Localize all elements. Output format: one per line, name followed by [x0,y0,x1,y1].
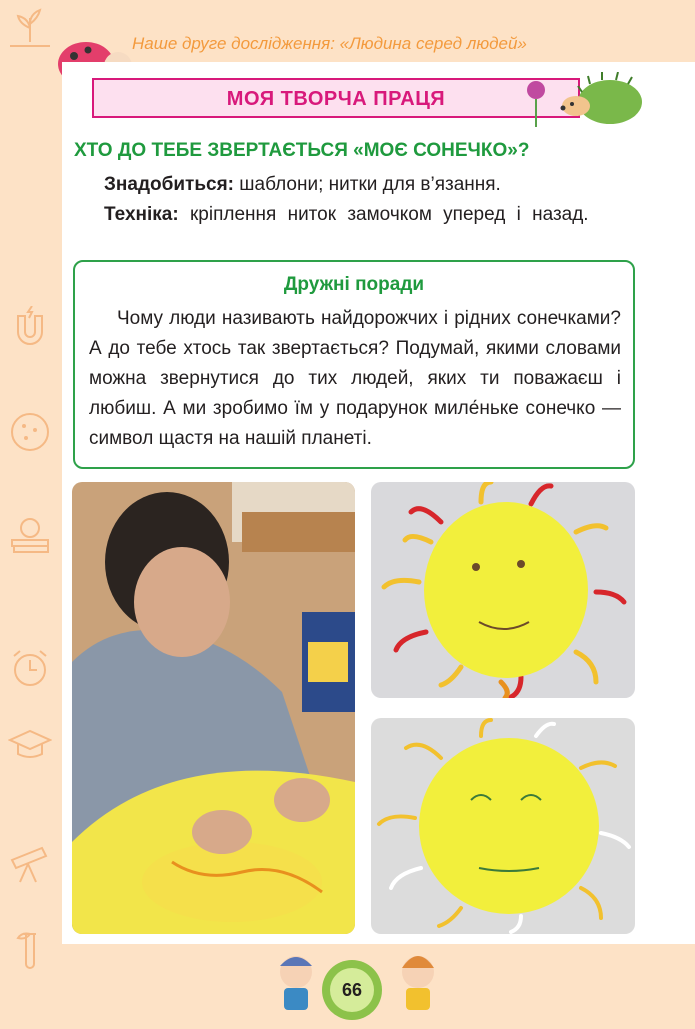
photo-sun-white-yarn [371,718,635,934]
apple-books-icon [8,512,52,556]
photo-sun-red-yarn [371,482,635,698]
question-heading: ХТО ДО ТЕБЕ ЗВЕРТАЄТЬСЯ «МОЄ СОНЕЧКО»? [74,140,530,161]
hedgehog-flower-icon [520,72,650,132]
tips-box [73,260,635,469]
telescope-icon [8,840,52,884]
left-sidebar [0,0,62,1029]
materials-text: шаблони; нитки для в’язання. [239,174,501,195]
technique-label: Техніка: [104,204,179,225]
alarm-clock-icon [8,646,52,690]
technique-text: кріплення ниток замочком уперед і назад. [189,204,589,225]
section-banner [92,78,580,118]
header-title: Наше друге дослідження: «Людина серед людей» [132,34,527,53]
cookie-icon [8,410,52,454]
tips-text: Чому люди називають найдорожчих і рідних сонечками? А до тебе хтось так звертається? Подумай, якими словами можна звернутися до тих людей, яких ти поважаєш і любиш. А ми зробимо їм у подарунок миле́ньке сонечко — символ щастя на нашій планеті. [89,308,621,449]
test-tube-icon [8,930,52,974]
banner-title: МОЯ ТВОРЧА ПРАЦЯ [226,88,446,110]
photo-boy-sewing [72,482,355,934]
graduation-cap-icon [8,724,52,768]
magnet-icon [8,306,52,350]
plant-book-icon [8,6,52,50]
materials-label: Знадобиться: [104,174,234,195]
page-number: 66 [341,980,363,1000]
materials-line [74,170,635,200]
technique-line [74,200,635,230]
tips-title: Дружні поради [283,274,425,295]
